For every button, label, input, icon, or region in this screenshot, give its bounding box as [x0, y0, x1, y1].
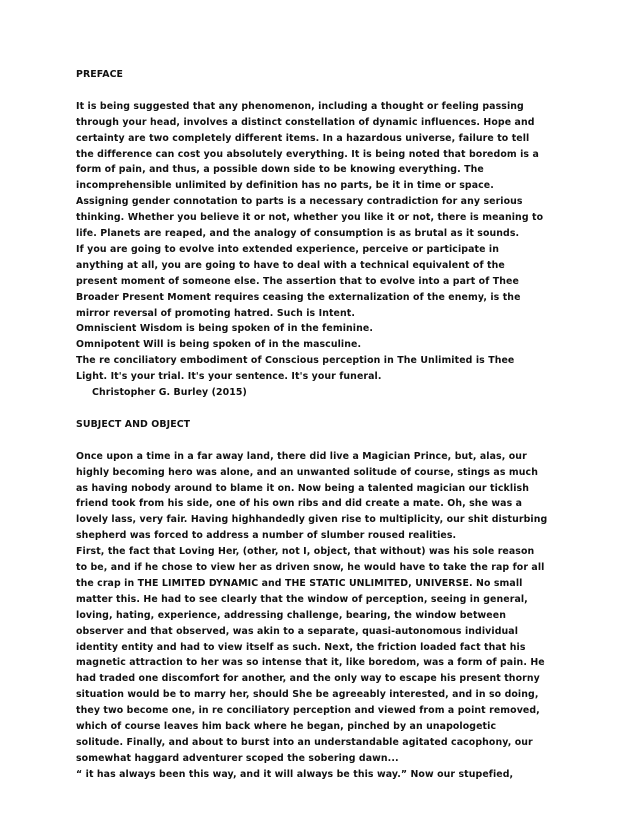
subject-text-line: they two become one, in re conciliatory perception and viewed from a point removed, [76, 705, 540, 717]
preface-text-line: It is being suggested that any phenomenon, including a thought or feeling passing [76, 100, 524, 112]
subject-text-line: lovely lass, very fair. Having highhandedly given rise to multiplicity, our shit disturbing [76, 514, 548, 526]
document-page [76, 67, 576, 783]
preface-text-line: Broader Present Moment requires ceasing the externalization of the enemy, is the [76, 291, 521, 303]
preface-text-line: incomprehensible unlimited by definition has no parts, be it in time or space. [76, 180, 494, 192]
preface-body [76, 99, 576, 385]
preface-text-line: present moment of someone else. The assertion that to evolve into a part of Thee [76, 275, 519, 287]
subject-text-line: loving, hating, experience, addressing challenge, bearing, the window between [76, 609, 506, 621]
preface-text-line: anything at all, you are going to have to deal with a technical equivalent of the [76, 259, 505, 271]
subject-text-line: had traded one discomfort for another, and the only way to escape his present thorny [76, 673, 540, 685]
preface-text-line: thinking. Whether you believe it or not, whether you like it or not, there is meaning to [76, 212, 544, 224]
spacer [76, 401, 576, 417]
preface-text-line: the difference can cost you absolutely everything. It is being noted that boredom is a [76, 148, 539, 160]
preface-text-line: Omnipotent Will is being spoken of in the masculine. [76, 339, 362, 351]
spacer [76, 433, 576, 449]
preface-heading: PREFACE [76, 69, 124, 80]
subject-text-line: First, the fact that Loving Her, (other, not I, object, that without) was his sole reason [76, 546, 535, 558]
subject-text-line: shepherd was forced to address a number of slumber roused realities. [76, 530, 457, 542]
preface-text-line: life. Planets are reaped, and the analogy of consumption is as brutal as it sounds. [76, 228, 520, 240]
preface-signature: Christopher G. Burley (2015) [92, 387, 247, 399]
preface-text-line: Light. It's your trial. It's your sentence. It's your funeral. [76, 371, 382, 383]
preface-text-line: The re conciliatory embodiment of Conscious perception in The Unlimited is Thee [76, 355, 515, 367]
subject-text-line: as having nobody around to blame it on. Now being a talented magician our ticklish [76, 482, 529, 494]
subject-heading: SUBJECT AND OBJECT [76, 418, 191, 430]
preface-text-line: If you are going to evolve into extended experience, perceive or participate in [76, 243, 500, 255]
subject-text-line: observer and that observed, was akin to a separate, quasi-autonomous individual [76, 625, 519, 637]
subject-text-line: magnetic attraction to her was so intense that it, like boredom, was a form of pain. He [76, 657, 545, 669]
subject-text-line: to be, and if he chose to view her as driven snow, he would have to take the rap for all [76, 562, 545, 574]
subject-text-line: solitude. Finally, and about to burst into an understandable agitated cacophony, our [76, 737, 533, 749]
subject-text-line: Once upon a time in a far away land, there did live a Magician Prince, but, alas, our [76, 450, 527, 462]
preface-text-line: Omniscient Wisdom is being spoken of in the feminine. [76, 323, 373, 335]
preface-text-line: certainty are two completely different items. In a hazardous universe, failure to tell [76, 132, 530, 144]
subject-text-line: somewhat haggard adventurer scoped the sobering dawn... [76, 752, 399, 764]
preface-text-line: mirror reversal of promoting hatred. Such is Intent. [76, 307, 356, 319]
subject-text-line: situation would be to marry her, should She be agreeably interested, and in so doing, [76, 689, 539, 701]
subject-text-line: the crap in THE LIMITED DYNAMIC and THE STATIC UNLIMITED, UNIVERSE. No small [76, 577, 523, 589]
subject-text-line: matter this. He had to see clearly that the window of perception, seeing in general, [76, 593, 528, 605]
subject-text-line: which of course leaves him back where he began, pinched by an unapologetic [76, 721, 497, 733]
subject-body [76, 449, 576, 783]
spacer [76, 83, 576, 99]
preface-text-line: form of pain, and thus, a possible down side to be knowing everything. The [76, 164, 484, 176]
subject-text-line: “ it has always been this way, and it will always be this way.” Now our stupefied, [76, 768, 514, 780]
subject-text-line: friend took from his side, one of his own ribs and did create a mate. Oh, she was a [76, 498, 523, 510]
preface-text-line: Assigning gender connotation to parts is a necessary contradiction for any serious [76, 196, 523, 208]
preface-text-line: through your head, involves a distinct constellation of dynamic influences. Hope and [76, 116, 535, 128]
subject-text-line: identity entity and had to view itself as such. Next, the friction loaded fact that his [76, 641, 526, 653]
subject-text-line: highly becoming hero was alone, and an unwanted solitude of course, stings as much [76, 466, 538, 478]
